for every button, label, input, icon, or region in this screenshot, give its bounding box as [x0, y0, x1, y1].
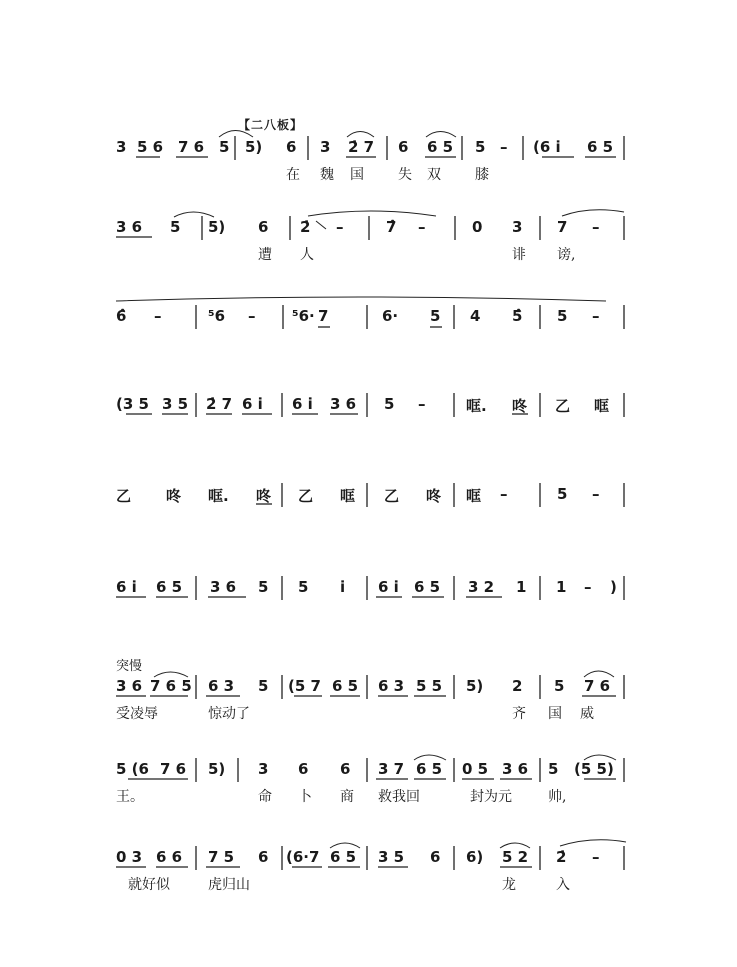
- lyric-syllable: 救我回: [378, 789, 420, 805]
- note: 6 6: [156, 848, 183, 866]
- lyric-syllable: 双: [427, 167, 441, 183]
- lyrics-row: [0, 874, 737, 892]
- note: –: [336, 218, 344, 236]
- note: 2̇: [300, 218, 311, 236]
- note: ⁵6·: [292, 307, 315, 325]
- note: 5: [557, 485, 568, 503]
- note: 6: [258, 848, 269, 866]
- note: 5 5: [416, 677, 443, 695]
- note: 5): [208, 218, 226, 236]
- note: 5: [258, 677, 269, 695]
- note: 6·: [382, 307, 399, 325]
- note: 乙: [116, 487, 132, 505]
- note: 3: [258, 760, 269, 778]
- note: 3 5: [162, 395, 189, 413]
- note: 3 6: [116, 218, 143, 236]
- system-lines: [0, 748, 737, 818]
- note: 6 5: [414, 578, 441, 596]
- score-system: [0, 836, 737, 906]
- note: –: [592, 485, 600, 503]
- lyric-syllable: 就好似: [128, 877, 170, 893]
- lyric-syllable: 国: [350, 167, 364, 183]
- note: 5 2: [502, 848, 529, 866]
- note: 哐.: [466, 397, 487, 415]
- note: 6 i̇: [378, 578, 399, 596]
- note: 5: [475, 138, 486, 156]
- note: 6 i̇: [116, 578, 137, 596]
- score-system: [0, 568, 737, 638]
- note: 6: [286, 138, 297, 156]
- note: –: [418, 218, 426, 236]
- lyric-syllable: 入: [556, 877, 570, 893]
- note: 6: [340, 760, 351, 778]
- note: 7 6: [584, 677, 611, 695]
- note: 3: [116, 138, 127, 156]
- note: 6 5: [330, 848, 357, 866]
- lyric-syllable: 商: [340, 789, 354, 805]
- note: 2̇ 7: [348, 138, 375, 156]
- note: 4: [470, 307, 481, 325]
- note: 咚: [166, 487, 182, 505]
- note: 咚: [512, 397, 528, 415]
- notation-row: [0, 395, 737, 417]
- note: 5): [466, 677, 484, 695]
- note: 3: [320, 138, 331, 156]
- note: 哐: [466, 487, 482, 505]
- lyrics-row: [0, 244, 737, 262]
- note: –: [418, 395, 426, 413]
- note: (5 7: [288, 677, 321, 695]
- note: 6 i̇: [292, 395, 313, 413]
- note: 6 i̇: [242, 395, 263, 413]
- note: 5̂: [512, 307, 523, 325]
- notation-row: [0, 578, 737, 600]
- notation-row: [0, 485, 737, 507]
- score-system: [0, 748, 737, 818]
- note: 5: [384, 395, 395, 413]
- lyric-syllable: 威: [580, 706, 594, 722]
- note: 6 5: [156, 578, 183, 596]
- note: 6 5: [332, 677, 359, 695]
- notation-row: [0, 307, 737, 329]
- lyric-syllable: 受凌辱: [116, 706, 158, 722]
- lyric-syllable: 人: [300, 247, 314, 263]
- note: i̇: [340, 578, 346, 596]
- lyric-syllable: 失: [398, 167, 412, 183]
- note: 7 6: [178, 138, 205, 156]
- note: 7: [557, 218, 568, 236]
- note: 7 6 5: [150, 677, 192, 695]
- note: 5 6: [137, 138, 164, 156]
- note: 3 6: [116, 677, 143, 695]
- section-marker: 【二八板】: [238, 118, 304, 132]
- note: 3 7: [378, 760, 405, 778]
- note: 3 6: [330, 395, 357, 413]
- score-system: [0, 655, 737, 725]
- note: 6: [258, 218, 269, 236]
- note: 7: [318, 307, 329, 325]
- notation-row: [0, 677, 737, 699]
- notation-row: [0, 848, 737, 870]
- note: 5: [258, 578, 269, 596]
- note: 0 3: [116, 848, 143, 866]
- lyrics-row: [0, 703, 737, 721]
- note: (3 5: [116, 395, 149, 413]
- note: 2̇ 7: [206, 395, 233, 413]
- note: –: [592, 307, 600, 325]
- note: 6 3: [378, 677, 405, 695]
- note: (6 i̇: [533, 138, 561, 156]
- note: 5: [554, 677, 565, 695]
- note: 6: [298, 760, 309, 778]
- note: 6̂: [116, 307, 127, 325]
- lyric-syllable: 谤,: [557, 247, 576, 263]
- system-lines: [0, 295, 737, 365]
- score-system: [0, 295, 737, 365]
- note: 6 5: [427, 138, 454, 156]
- note: 7 5: [208, 848, 235, 866]
- note: 5: [170, 218, 181, 236]
- note: 2̇: [556, 848, 567, 866]
- lyric-syllable: 魏: [320, 167, 334, 183]
- note: 5: [430, 307, 441, 325]
- note: 哐: [594, 397, 610, 415]
- score-system: [0, 210, 737, 280]
- lyric-syllable: 命: [258, 789, 272, 805]
- note: 7̂: [386, 218, 397, 236]
- notation-row: [0, 218, 737, 240]
- lyric-syllable: 卜: [298, 789, 312, 805]
- note: 6): [466, 848, 484, 866]
- lyrics-row: [0, 786, 737, 804]
- note: 2: [512, 677, 523, 695]
- note: 0: [472, 218, 483, 236]
- lyric-syllable: 龙: [502, 877, 516, 893]
- note: 咚: [256, 487, 272, 505]
- note: 1: [556, 578, 567, 596]
- note: –: [248, 307, 256, 325]
- note: 5 (6: [116, 760, 149, 778]
- note: 乙: [555, 397, 571, 415]
- note: –: [592, 848, 600, 866]
- note: –: [592, 218, 600, 236]
- lyric-syllable: 国: [548, 706, 562, 722]
- lyric-syllable: 封为元: [470, 789, 512, 805]
- system-lines: [0, 836, 737, 906]
- lyric-syllable: 虎归山: [208, 877, 250, 893]
- notation-row: [0, 138, 737, 160]
- lyric-syllable: 遭: [258, 247, 272, 263]
- note: 乙: [384, 487, 400, 505]
- note: 3 2: [468, 578, 495, 596]
- note: –: [500, 138, 508, 156]
- note: 6 5: [587, 138, 614, 156]
- note: –: [154, 307, 162, 325]
- score-system: [0, 116, 737, 186]
- lyric-syllable: 惊动了: [208, 706, 250, 722]
- note: 6: [430, 848, 441, 866]
- note: 6: [398, 138, 409, 156]
- note: 0 5: [462, 760, 489, 778]
- note: 哐: [340, 487, 356, 505]
- note: 1: [516, 578, 527, 596]
- note: –: [584, 578, 592, 596]
- note: ): [610, 578, 617, 596]
- note: (5 5): [574, 760, 614, 778]
- score-system: [0, 475, 737, 545]
- note: 5: [548, 760, 559, 778]
- note: 3 5: [378, 848, 405, 866]
- lyric-syllable: 王。: [116, 789, 144, 805]
- lyric-syllable: 齐: [512, 706, 526, 722]
- notation-row: [0, 760, 737, 782]
- note: 5: [298, 578, 309, 596]
- note: 7 6: [160, 760, 187, 778]
- note: 5: [219, 138, 230, 156]
- note: 3 6: [502, 760, 529, 778]
- score-system: [0, 385, 737, 455]
- note: 3 6: [210, 578, 237, 596]
- note: 6 5: [416, 760, 443, 778]
- lyric-syllable: 膝: [475, 167, 489, 183]
- note: ⁵6: [208, 307, 226, 325]
- note: –: [500, 485, 508, 503]
- tempo-marking: 突慢: [116, 659, 143, 674]
- note: 5): [208, 760, 226, 778]
- note: 6 3: [208, 677, 235, 695]
- note: 5): [245, 138, 263, 156]
- note: 乙: [298, 487, 314, 505]
- lyrics-row: [0, 164, 737, 182]
- note: (6·7: [286, 848, 320, 866]
- lyric-syllable: 帅,: [548, 789, 567, 805]
- note: 5: [557, 307, 568, 325]
- note: 咚: [426, 487, 442, 505]
- lyric-syllable: 诽: [512, 247, 526, 263]
- lyric-syllable: 在: [286, 167, 300, 183]
- note: 哐.: [208, 487, 229, 505]
- note: 3: [512, 218, 523, 236]
